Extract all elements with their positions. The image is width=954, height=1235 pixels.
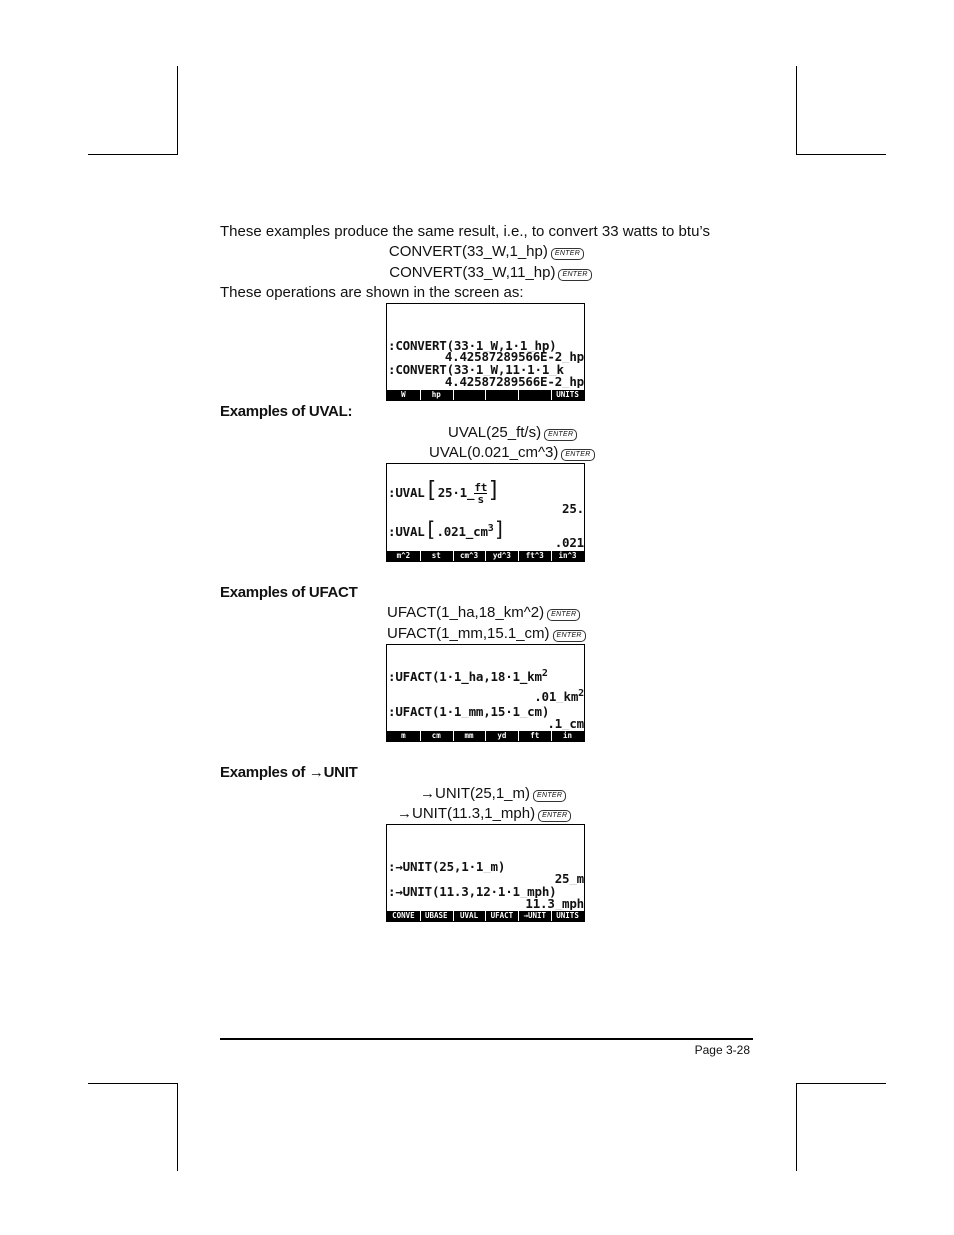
uval-example-1-text: UVAL(25_ft/s)	[448, 424, 542, 441]
softkey[interactable]: UVAL	[453, 911, 485, 921]
tounit-example-2-text: →UNIT(11.3,1_mph)	[397, 805, 536, 822]
softkey[interactable]: UNITS	[551, 390, 583, 400]
calculator-screen-ufact	[386, 644, 585, 742]
softkey[interactable]: cm	[420, 731, 452, 741]
uval-heading: Examples of UVAL:	[220, 403, 353, 420]
convert-example-1-text: CONVERT(33_W,1_hp)	[388, 243, 548, 260]
fraction-bottom: s	[477, 493, 484, 506]
softkey[interactable]: W	[388, 390, 419, 400]
softkey[interactable]: st	[420, 551, 452, 561]
screen-line	[388, 476, 584, 506]
paren: ]	[493, 517, 506, 542]
paren: [	[424, 517, 437, 542]
softkey[interactable]: m	[388, 731, 419, 741]
enter-key-icon: ENTER	[561, 449, 594, 461]
softkey-menu	[387, 390, 584, 400]
screen-line: :→UNIT(11.3,12·1·1_mph)	[388, 886, 557, 898]
softkey[interactable]: yd^3	[485, 551, 517, 561]
footer-rule	[220, 1038, 753, 1040]
crop-mark-tr-h	[796, 154, 886, 155]
paren: [	[424, 478, 438, 503]
softkey[interactable]: UNITS	[551, 911, 583, 921]
enter-key-icon: ENTER	[538, 810, 571, 822]
screen-result: .021	[554, 537, 584, 549]
exponent: 2	[541, 668, 548, 679]
screen-result: 4.42587289566E-2_hp	[444, 376, 584, 388]
screen-line	[388, 663, 584, 685]
screen-result: 25_m	[554, 873, 584, 885]
softkey[interactable]	[485, 390, 517, 400]
screen-result: 11.3_mph	[525, 898, 584, 910]
enter-key-icon: ENTER	[558, 269, 591, 281]
softkey[interactable]: ft^3	[518, 551, 550, 561]
exponent: 3	[487, 523, 494, 534]
page-number: Page 3-28	[694, 1043, 750, 1057]
screen-text: :UFACT(1·1_ha,18·1_km	[388, 669, 542, 685]
enter-key-icon: ENTER	[547, 609, 580, 621]
calculator-screen-convert	[386, 303, 585, 401]
tounit-example-1-text: →UNIT(25,1_m)	[420, 785, 531, 802]
convert-example-2-text: CONVERT(33_W,11_hp)	[389, 264, 556, 281]
uval-example-2-text: UVAL(0.021_cm^3)	[429, 444, 559, 461]
softkey[interactable]: in	[551, 731, 583, 741]
screen-line: :→UNIT(25,1·1_m)	[388, 861, 506, 873]
screen-result: .1_cm	[547, 718, 584, 730]
softkey[interactable]: UFACT	[485, 911, 517, 921]
enter-key-icon: ENTER	[533, 790, 566, 802]
calculator-screen-tounit	[386, 824, 585, 922]
enter-key-icon: ENTER	[544, 429, 577, 441]
tounit-heading: Examples of →UNIT	[220, 764, 358, 781]
crop-mark-tl-h	[88, 154, 178, 155]
fraction	[474, 482, 487, 505]
softkey[interactable]	[453, 390, 485, 400]
softkey[interactable]: CONVE	[388, 911, 419, 921]
ufact-example-1-text: UFACT(1_ha,18_km^2)	[387, 604, 545, 621]
softkey[interactable]: cm^3	[453, 551, 485, 561]
softkey-menu	[387, 911, 584, 921]
screen-line: :CONVERT(33·1_W,1·1_hp)	[388, 340, 557, 352]
convert-example-1	[220, 243, 753, 261]
screen-intro-text: These operations are shown in the screen as:	[220, 284, 524, 301]
tounit-example-2	[397, 805, 571, 823]
softkey[interactable]: yd	[485, 731, 517, 741]
softkey-menu	[387, 731, 584, 741]
ufact-example-2-text: UFACT(1_mm,15.1_cm)	[387, 625, 550, 642]
softkey[interactable]: mm	[453, 731, 485, 741]
softkey[interactable]: in^3	[551, 551, 583, 561]
softkey[interactable]: ft	[518, 731, 550, 741]
softkey[interactable]: m^2	[388, 551, 419, 561]
enter-key-icon: ENTER	[551, 248, 584, 260]
uval-example-1	[448, 424, 577, 442]
uval-example-2	[429, 444, 595, 462]
softkey[interactable]	[518, 390, 550, 400]
screen-result	[534, 688, 584, 703]
intro-text: These examples produce the same result, i.e., to convert 33 watts to btu’s	[220, 223, 710, 240]
crop-mark-br-v	[796, 1083, 797, 1171]
ufact-example-1	[387, 604, 580, 622]
screen-text: .021_cm	[436, 524, 488, 540]
screen-text: :UVAL	[388, 524, 425, 540]
convert-example-2	[224, 264, 757, 282]
screen-line: :CONVERT(33·1_W,11·1·1_k	[388, 364, 564, 376]
screen-text: :UVAL	[388, 485, 425, 500]
softkey[interactable]: hp	[420, 390, 452, 400]
screen-result: 25.	[562, 503, 584, 515]
exponent: 2	[578, 688, 584, 699]
calculator-screen-uval	[386, 463, 585, 562]
ufact-heading: Examples of UFACT	[220, 584, 358, 601]
crop-mark-bl-h	[88, 1083, 178, 1084]
ufact-example-2	[387, 625, 586, 643]
softkey[interactable]: UBASE	[420, 911, 452, 921]
enter-key-icon: ENTER	[553, 630, 586, 642]
fraction-top: ft	[474, 481, 488, 494]
paren: ]	[487, 478, 501, 503]
screen-text: 25·1_	[437, 485, 475, 500]
screen-text: .01_km	[534, 689, 579, 704]
screen-result: 4.42587289566E-2_hp	[444, 351, 584, 363]
crop-mark-tl-v	[177, 66, 178, 154]
screen-line: :UFACT(1·1_mm,15·1_cm)	[388, 706, 550, 718]
crop-mark-br-h	[796, 1083, 886, 1084]
softkey[interactable]: →UNIT	[518, 911, 550, 921]
crop-mark-tr-v	[796, 66, 797, 154]
crop-mark-bl-v	[177, 1083, 178, 1171]
softkey-menu	[387, 551, 584, 561]
tounit-example-1	[420, 785, 566, 803]
